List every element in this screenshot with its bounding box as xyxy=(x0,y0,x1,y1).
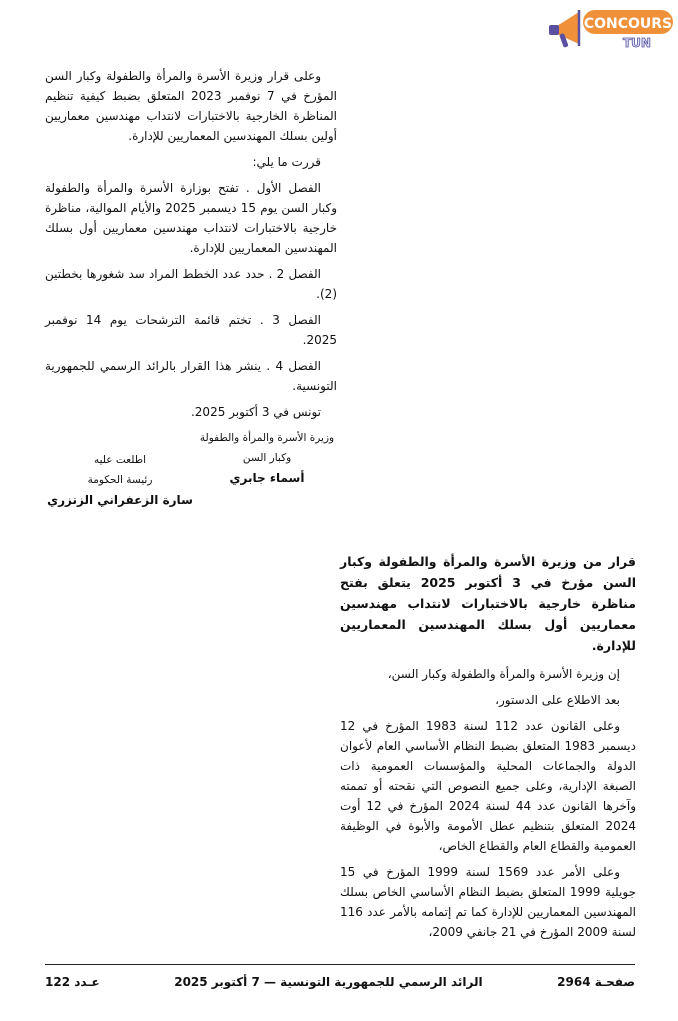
footer-divider xyxy=(45,964,635,965)
article-2: الفصل 2 . حدد عدد الخطط المراد سد شغورها بخطتين (2). xyxy=(45,267,337,301)
minister-title-line-1: وزيرة الأسرة والمرأة والطفولة xyxy=(199,432,335,444)
seen-by-label: اطلعت عليه xyxy=(93,454,146,466)
article-3: الفصل 3 . تختم قائمة الترشحات يوم 14 نوفمبر 2025. xyxy=(45,313,337,347)
concours-tun-logo xyxy=(545,4,675,54)
head-name: سارة الزعفراني الزنزري xyxy=(47,493,193,507)
minister-title-line-2: وكبار السن xyxy=(242,452,292,464)
page-number: صفحـة 2964 xyxy=(557,975,635,989)
paragraph: قررت ما يلي: xyxy=(252,155,321,169)
left-column xyxy=(45,66,337,511)
signature-blocks xyxy=(45,428,337,511)
decree-title: قرار من وزيرة الأسرة والمرأة والطفولة وكبار السن مؤرخ في 3 أكتوبر 2025 يتعلق بفتح مناظرة خارجية بالاختبارات لانتداب مهندسين معماريين أول بسلك المهندسين المعماريين للإدارة. xyxy=(340,554,636,653)
paragraph: وعلى قرار وزيرة الأسرة والمرأة والطفولة وكبار السن المؤرخ في 7 نوفمبر 2023 المتعلق بضبط كيفية تنظيم المناظرة الخارجية بالاختبارات لانتداب مهندسين معماريين أولين بسلك المهندسين المعماريين للإدارة. xyxy=(45,69,337,143)
paragraph: وعلى القانون عدد 112 لسنة 1983 المؤرخ في 12 ديسمبر 1983 المتعلق بضبط النظام الأساسي العام لأعوان الدولة والجماعات المحلية والمؤسسات العمومية ذات الصبغة الإدارية، وعلى جميع النصوص التي نقحته أو تممته وآخرها القانون عدد 44 لسنة 2024 المؤرخ في 12 أوت 2024 المتعلق بتنظيم عطل الأمومة والأبوة في الوظيفة العمومية والقطاع العام والقطاع الخاص، xyxy=(340,719,636,853)
page-footer xyxy=(45,973,635,991)
svg-text:TUN: TUN xyxy=(623,36,651,50)
minister-name: أسماء جابري xyxy=(229,471,305,485)
minister-signature xyxy=(197,428,337,489)
svg-text:CONCOURS: CONCOURS xyxy=(583,16,673,32)
article-4: الفصل 4 . ينشر هذا القرار بالرائد الرسمي للجمهورية التونسية. xyxy=(45,359,337,393)
head-title: رئيسة الحكومة xyxy=(87,474,153,486)
right-column xyxy=(340,551,636,942)
journal-title: الرائد الرسمي للجمهورية التونسية — 7 أكتوبر 2025 xyxy=(174,975,483,989)
paragraph: إن وزيرة الأسرة والمرأة والطفولة وكبار السن، xyxy=(387,667,620,681)
paragraph: وعلى الأمر عدد 1569 لسنة 1999 المؤرخ في 15 جويلية 1999 المتعلق بضبط النظام الأساسي الخاص بسلك المهندسين المعماريين للإدارة كما تم إتمامه بالأمر عدد 116 لسنة 2009 المؤرخ في 21 جانفي 2009، xyxy=(340,865,636,939)
head-of-government-block xyxy=(45,450,195,511)
issue-number: عـدد 122 xyxy=(45,975,100,989)
paragraph: بعد الاطلاع على الدستور، xyxy=(495,693,620,707)
date-line: تونس في 3 أكتوبر 2025. xyxy=(190,405,321,419)
article-1: الفصل الأول . تفتح بوزارة الأسرة والمرأة والطفولة وكبار السن يوم 15 ديسمبر 2025 والأيام الموالية، مناظرة خارجية بالاختبارات لانتداب مهندسين معماريين أول بسلك المهندسين المعماريين للإدارة. xyxy=(45,181,337,255)
